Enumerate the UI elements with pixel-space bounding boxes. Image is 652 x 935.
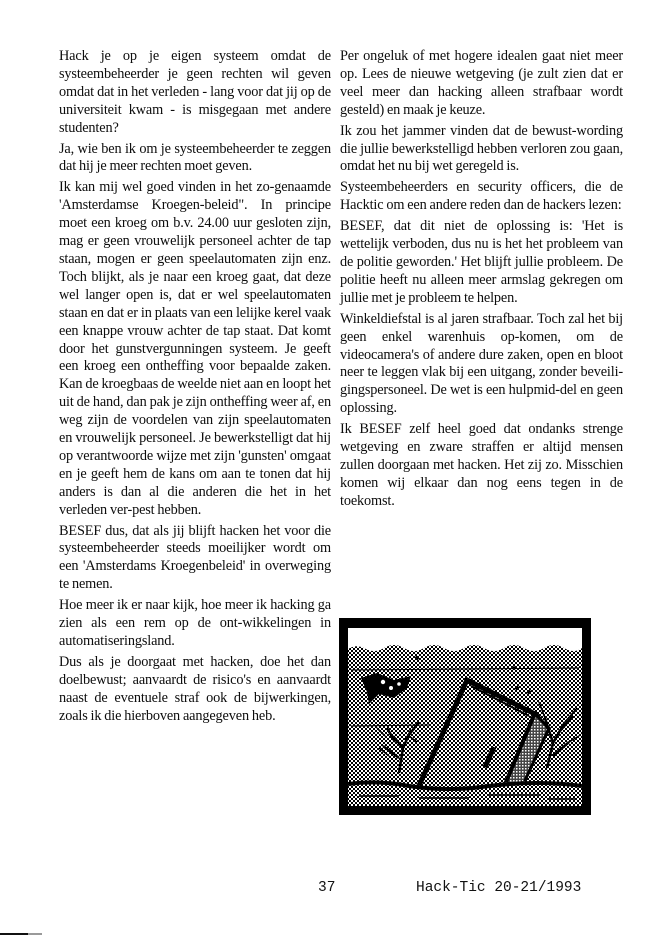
page-footer [0, 876, 652, 900]
paragraph: BESEF dus, dat als jij blijft hacken het voor die systeembeheerder steeds moeilijker wordt om een 'Amsterdams Kroegenbeleid' in overweging te nemen. [59, 522, 331, 593]
paragraph: Winkeldiefstal is al jaren strafbaar. Toch zal het bij geen enkel warenhuis op-komen, om de videocamera's of andere dure zaken, open en bloot neer te leggen vlak bij een uitgang, zonder beveili-gingspersoneel. De wet is een hulpmid-del en geen oplossing. [340, 310, 623, 417]
left-column [59, 48, 331, 729]
paragraph: Ik BESEF zelf heel goed dat ondanks strenge wetgeving en zware straffen er altijd mensen zullen doorgaan met hacken. Het zij zo. Misschien komen wij elkaar dan nog eens tegen in de toekomst. [340, 421, 623, 509]
sinking-house-illustration [339, 618, 591, 815]
issue-label: Hack-Tic 20-21/1993 [416, 880, 582, 896]
sinking-house-icon [339, 618, 591, 815]
paragraph: Hack je op je eigen systeem omdat de systeembeheerder je geen rechten wil geven omdat dat in het verleden - lang voor dat jij op de universiteit kwam - is misgegaan met andere studenten? [59, 48, 331, 136]
right-column [340, 48, 623, 514]
paragraph: BESEF, dat dit niet de oplossing is: 'Het is wettelijk verboden, dus nu is het het probleem van de politie geworden.' Het blijft jullie probleem. De politie heeft nu alleen meer armslag gekregen om jullie met je probleem te helpen. [340, 218, 623, 306]
paragraph: Ja, wie ben ik om je systeembeheerder te zeggen dat hij je meer rechten moet geven. [59, 140, 331, 175]
page-number: 37 [318, 880, 336, 896]
paragraph: Ik zou het jammer vinden dat de bewust-wording die jullie bewerkstelligd hebben verloren zou gaan, omdat het nu bij wet geregeld is. [340, 122, 623, 175]
paragraph: Ik kan mij wel goed vinden in het zo-genaamde 'Amsterdamse Kroegen-beleid". In principe moet een kroeg om b.v. 24.00 uur gesloten zijn, mag er geen vrouwelijk personeel achter de tap staan, mogen er geen speelautomaten zijn enz. Toch blijkt, als je naar een kroeg gaat, dat deze wel langer open is, dat er wel speelautomaten staan en dat er in plaats van een lelijke kerel vaak een knappe vrouw achter de tap staat. Dat komt door het gunstvergunningen systeem. Je geeft een kroeg een ontheffing voor bepaalde zaken. Kan de kroegbaas de weelde niet aan en loopt het uit de hand, dan pak je zijn ontheffing weer af, en weg zijn de voordelen van zijn speelautomaten en vrouwelijk personeel. Je bewerkstelligt dat hij op verantwoorde wijze met zijn 'gunsten' omgaat en je geeft hem de kans om aan te tonen dat hij anders is dan al die anderen die het in het verleden ver-pest hebben. [59, 179, 331, 518]
paragraph: Systeembeheerders en security officers, die de Hacktic om een andere reden dan de hackers lezen: [340, 179, 623, 214]
paragraph: Hoe meer ik er naar kijk, hoe meer ik hacking ga zien als een rem op de ont-wikkelingen in automatiseringsland. [59, 597, 331, 649]
paragraph: Per ongeluk of met hogere idealen gaat niet meer op. Lees de nieuwe wetgeving (je zult zien dat er veel meer dan hacking alleen strafbaar wordt gesteld) en maak je keuze. [340, 48, 623, 118]
paragraph: Dus als je doorgaat met hacken, doe het dan doelbewust; aanvaardt de risico's en aanvaardt naast de eventuele straf ook de bijwerkingen, zoals ik die hierboven aangegeven heb. [59, 653, 331, 724]
